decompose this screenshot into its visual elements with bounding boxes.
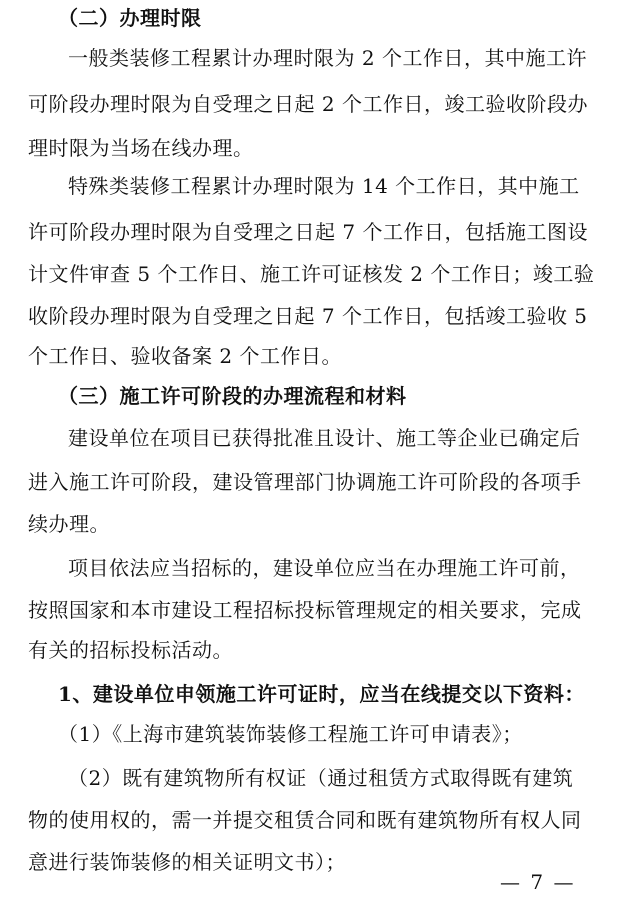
paragraph-line: 许可阶段办理时限为自受理之日起 7 个工作日，包括施工图设: [28, 220, 588, 244]
paragraph-line: 项目依法应当招标的，建设单位应当在办理施工许可前，: [68, 556, 581, 580]
paragraph-line: 可阶段办理时限为自受理之日起 2 个工作日，竣工验收阶段办: [28, 92, 588, 116]
paragraph-line: 按照国家和本市建设工程招标投标管理规定的相关要求，完成: [28, 598, 582, 622]
paragraph-line: 一般类装修工程累计办理时限为 2 个工作日，其中施工许: [68, 46, 587, 70]
paragraph-line: 续办理。: [28, 512, 110, 536]
paragraph-line: 计文件审查 5 个工作日、施工许可证核发 2 个工作日；竣工验: [28, 262, 595, 286]
paragraph-line: 个工作日、验收备案 2 个工作日。: [28, 344, 342, 368]
paragraph-line: 理时限为当场在线办理。: [28, 136, 254, 160]
paragraph-line: 有关的招标投标活动。: [28, 638, 233, 662]
paragraph-line: 意进行装饰装修的相关证明文书）；: [28, 850, 346, 874]
section-heading-construction-permit: （三）施工许可阶段的办理流程和材料: [58, 384, 407, 408]
list-item: （2）既有建筑物所有权证（通过租赁方式取得既有建筑: [68, 766, 574, 790]
section-heading-time-limit: （二）办理时限: [58, 6, 202, 30]
paragraph-line: 建设单位在项目已获得批准且设计、施工等企业已确定后: [68, 426, 581, 450]
list-item: （1）《上海市建筑装饰装修工程施工许可申请表》；: [58, 722, 523, 746]
subheading-required-materials: 1、建设单位申领施工许可证时，应当在线提交以下资料：: [58, 682, 585, 706]
paragraph-line: 特殊类装修工程累计办理时限为 14 个工作日，其中施工: [68, 174, 580, 198]
paragraph-line: 物的使用权的，需一并提交租赁合同和既有建筑物所有权人同: [28, 808, 582, 832]
page-number: — 7 —: [500, 870, 576, 894]
paragraph-line: 进入施工许可阶段，建设管理部门协调施工许可阶段的各项手: [28, 470, 582, 494]
paragraph-line: 收阶段办理时限为自受理之日起 7 个工作日，包括竣工验收 5: [28, 304, 588, 328]
